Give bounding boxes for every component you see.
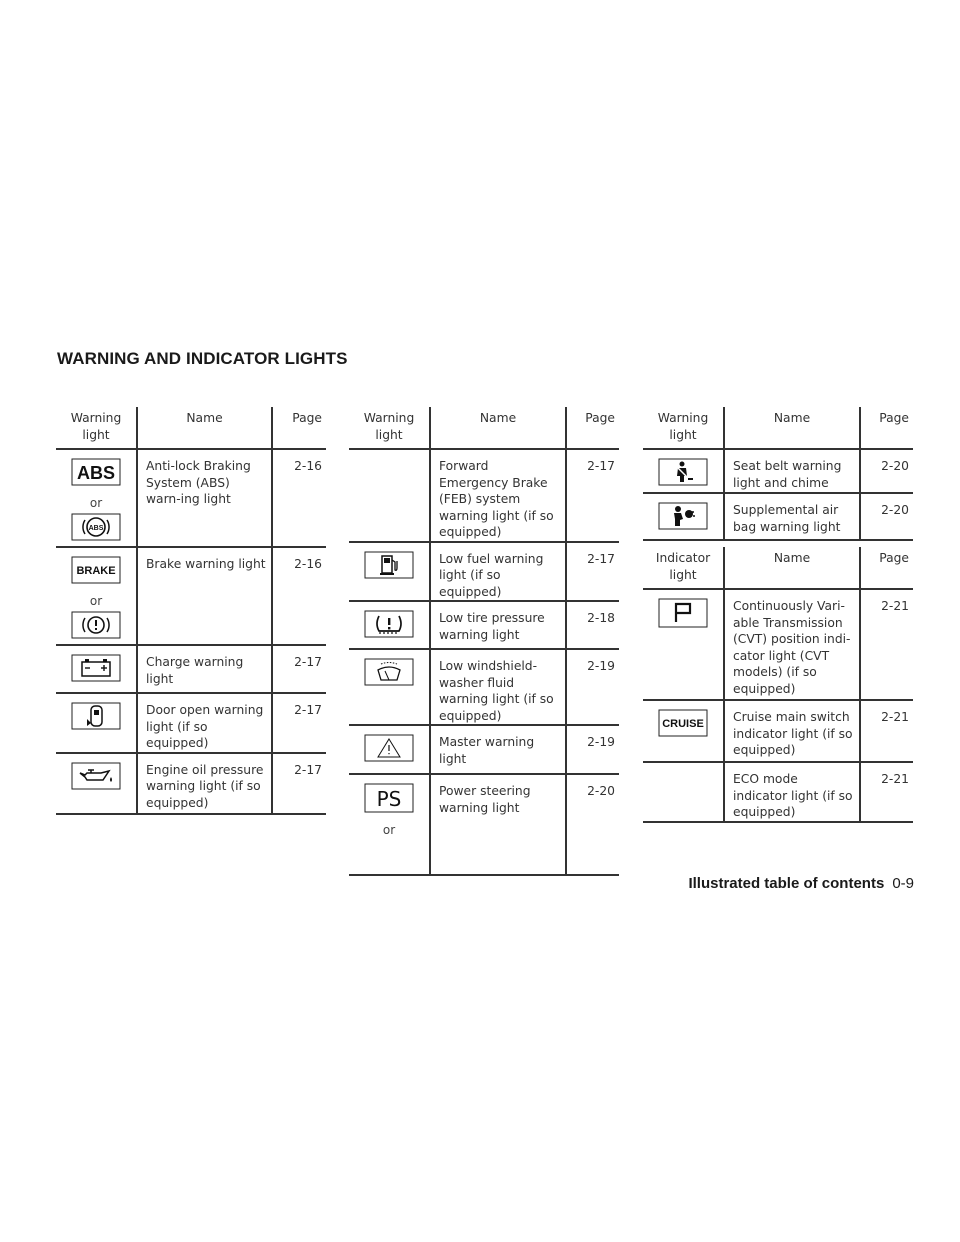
row-name: Brake warning light: [137, 547, 272, 645]
row-page: 2-19: [566, 725, 619, 774]
footer-title: Illustrated table of contents: [688, 875, 885, 892]
table-row: [349, 725, 619, 774]
row-page: 2-17: [272, 693, 326, 753]
row-name: Master warning light: [430, 725, 566, 774]
row-name: Anti-lock Braking System (ABS) warn-ing light: [137, 449, 272, 547]
tire-pressure-icon: [364, 610, 414, 643]
table-row: [643, 762, 913, 822]
row-page: 2-17: [272, 645, 326, 693]
row-name: Power steering warning light: [430, 774, 566, 875]
page-footer: [688, 875, 914, 892]
washer-fluid-icon: [364, 658, 414, 691]
fuel-pump-icon: [364, 551, 414, 584]
row-page: 2-19: [566, 649, 619, 725]
row-name: Low windshield-washer fluid warning light (if so equipped): [430, 649, 566, 725]
row-page: 2-16: [272, 547, 326, 645]
header-name: Name: [724, 407, 860, 449]
warning-lights-table-2: [349, 407, 619, 876]
section-title: WARNING AND INDICATOR LIGHTS: [57, 349, 348, 368]
table-row: [349, 449, 619, 542]
brake-circle-icon: [71, 628, 121, 642]
svg-text:BRAKE: BRAKE: [76, 565, 116, 577]
header-name: Name: [137, 407, 272, 449]
footer-page-number: 0-9: [892, 875, 914, 892]
brake-icon: [71, 556, 121, 589]
warning-lights-table-1: [56, 407, 326, 815]
row-page: 2-21: [860, 589, 913, 700]
row-name: Cruise main switch indicator light (if so equipped): [724, 700, 860, 762]
table-row: [56, 693, 326, 753]
row-page: 2-20: [566, 774, 619, 875]
table-row: [643, 589, 913, 700]
row-name: Low fuel warning light (if so equipped): [430, 542, 566, 602]
header-page: Page: [566, 407, 619, 449]
table-row: [349, 542, 619, 602]
row-page: 2-16: [272, 449, 326, 547]
power-steering-icon: [364, 783, 414, 818]
row-name: ECO mode indicator light (if so equipped): [724, 762, 860, 822]
table-row: [56, 449, 326, 547]
row-name: Low tire pressure warning light: [430, 601, 566, 649]
cvt-position-icon: [658, 598, 708, 633]
row-page: 2-17: [272, 753, 326, 814]
or-label: or: [382, 822, 396, 837]
battery-icon: [71, 654, 121, 687]
svg-text:ABS: ABS: [76, 463, 116, 483]
table-row: [643, 700, 913, 762]
table-row: [349, 601, 619, 649]
header-indicator-light: Indicator light: [643, 547, 724, 589]
row-name: Continuously Vari-able Transmission (CVT) position indi-cator light (CVT models) (if so equipped): [724, 589, 860, 700]
or-label: or: [89, 495, 103, 510]
header-page: Page: [860, 547, 913, 589]
header-name: Name: [430, 407, 566, 449]
header-name: Name: [724, 547, 860, 589]
airbag-icon: [658, 502, 708, 535]
header-page: Page: [272, 407, 326, 449]
header-page: Page: [860, 407, 913, 449]
master-warning-icon: [364, 734, 414, 767]
svg-text:CRUISE: CRUISE: [662, 718, 704, 730]
table-row: [56, 753, 326, 814]
table-row: [643, 449, 913, 493]
cruise-icon: [658, 709, 708, 742]
table-row: [643, 493, 913, 540]
header-warning-light: Warning light: [349, 407, 430, 449]
row-name: Forward Emergency Brake (FEB) system warning light (if so equipped): [430, 449, 566, 542]
header-warning-light: Warning light: [643, 407, 724, 449]
row-page: 2-20: [860, 449, 913, 493]
abs-circle-icon: [71, 525, 121, 544]
table-row: [56, 645, 326, 693]
table-row: [56, 547, 326, 645]
abs-icon: [71, 458, 121, 491]
indicator-lights-table: [643, 547, 913, 823]
row-name: Engine oil pressure warning light (if so equipped): [137, 753, 272, 814]
row-page: 2-20: [860, 493, 913, 540]
or-label: or: [89, 593, 103, 608]
table-row: [349, 649, 619, 725]
row-page: 2-17: [566, 449, 619, 542]
row-page: 2-18: [566, 601, 619, 649]
row-page: 2-17: [566, 542, 619, 602]
door-open-icon: [71, 702, 121, 735]
warning-lights-table-3: [643, 407, 913, 541]
seat-belt-icon: [658, 458, 708, 491]
row-page: 2-21: [860, 762, 913, 822]
svg-text:ABS: ABS: [88, 525, 104, 532]
row-name: Supplemental air bag warning light: [724, 493, 860, 540]
row-page: 2-21: [860, 700, 913, 762]
oil-can-icon: [71, 762, 121, 795]
table-row: [349, 774, 619, 875]
row-name: Door open warning light (if so equipped): [137, 693, 272, 753]
svg-text:PS: PS: [376, 787, 402, 811]
row-name: Seat belt warning light and chime: [724, 449, 860, 493]
row-name: Charge warning light: [137, 645, 272, 693]
header-warning-light: Warning light: [56, 407, 137, 449]
